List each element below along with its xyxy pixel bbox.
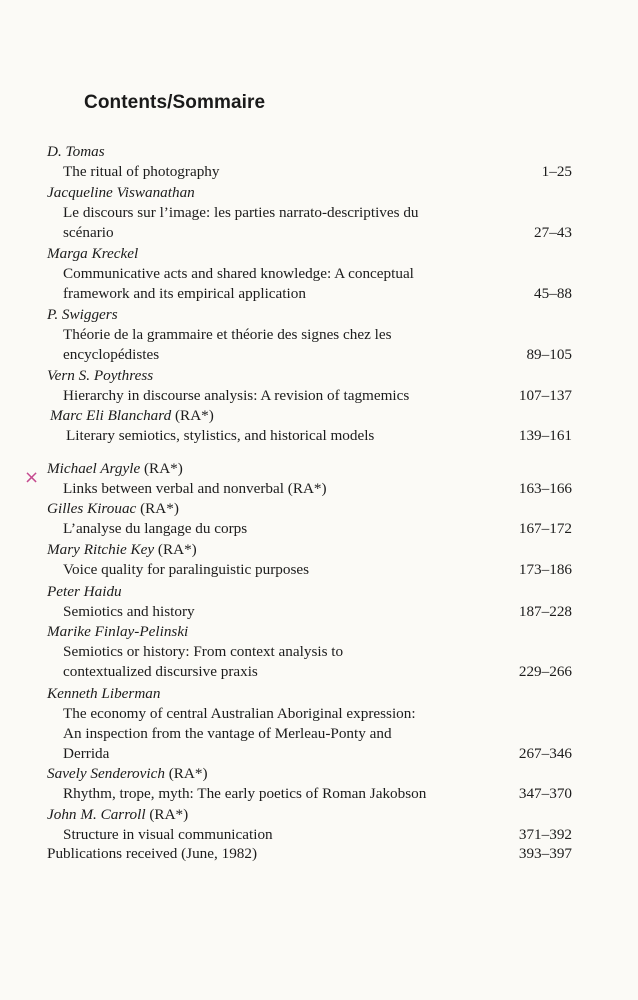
- entry-title-line: framework and its empirical application: [63, 285, 306, 302]
- author-name: Marc Eli Blanchard: [50, 407, 172, 424]
- author-name: Gilles Kirouac: [47, 500, 137, 517]
- entry-title-line: Hierarchy in discourse analysis: A revision of tagmemics: [63, 387, 410, 404]
- toc-author-line: [47, 499, 179, 519]
- page-range: 45–88: [534, 285, 572, 302]
- toc-author-line: [47, 305, 118, 325]
- review-article-marker: (RA*): [145, 806, 189, 823]
- page-range: 229–266: [518, 663, 572, 680]
- page-range: 393–397: [518, 845, 572, 862]
- toc-author-line: [47, 142, 105, 162]
- toc-author-line: [47, 805, 188, 825]
- author-name: Marga Kreckel: [47, 245, 139, 262]
- entry-title-line: L’analyse du langage du corps: [63, 520, 248, 537]
- entry-title-line: Le discours sur l’image: les parties narrato-descriptives du: [63, 204, 419, 221]
- page-range: 107–137: [518, 387, 572, 404]
- toc-author-line: [47, 366, 153, 386]
- author-name: Vern S. Poythress: [47, 367, 154, 384]
- author-name: Mary Ritchie Key: [47, 541, 155, 558]
- margin-mark: ×: [24, 467, 40, 488]
- page-range: 347–370: [518, 785, 572, 802]
- page-range: 163–166: [518, 480, 572, 497]
- toc-author-line: [47, 244, 138, 264]
- author-name: Michael Argyle: [47, 460, 141, 477]
- entry-title-line: Derrida: [63, 745, 110, 762]
- page-range: 89–105: [526, 346, 572, 363]
- page-title: Contents/Sommaire: [84, 92, 266, 113]
- author-name: Jacqueline Viswanathan: [47, 184, 195, 201]
- author-name: Kenneth Liberman: [47, 685, 161, 702]
- review-article-marker: (RA*): [154, 541, 197, 558]
- author-name: Savely Senderovich: [47, 765, 165, 782]
- page-range: 371–392: [518, 826, 572, 843]
- entry-title-line: Voice quality for paralinguistic purposes: [63, 561, 310, 578]
- toc-author-line: [47, 183, 195, 203]
- toc-author-line: [50, 406, 214, 426]
- page-range: 27–43: [534, 224, 572, 241]
- author-name: P. Swiggers: [47, 306, 118, 323]
- author-name: Marike Finlay-Pelinski: [47, 623, 189, 640]
- review-article-marker: (RA*): [171, 407, 214, 424]
- entry-title-line: Semiotics or history: From context analysis to: [63, 643, 344, 660]
- entry-title-line: Structure in visual communication: [63, 826, 273, 843]
- author-name: John M. Carroll: [47, 806, 146, 823]
- page-range: 139–161: [518, 427, 572, 444]
- review-article-marker: (RA*): [164, 765, 208, 782]
- entry-title-line: Communicative acts and shared knowledge: A conceptual: [63, 265, 414, 282]
- toc-author-line: [47, 622, 188, 642]
- entry-title-line: scénario: [63, 224, 114, 241]
- entry-title-line: encyclopédistes: [63, 346, 160, 363]
- entry-title-line: The ritual of photography: [63, 163, 220, 180]
- entry-title-line: contextualized discursive praxis: [63, 663, 258, 680]
- page-range: 167–172: [518, 520, 572, 537]
- entry-title-line: Semiotics and history: [63, 603, 195, 620]
- toc-author-line: [47, 540, 197, 560]
- toc-author-line: [47, 582, 122, 602]
- page-range: 173–186: [518, 561, 572, 578]
- page-range: 187–228: [518, 603, 572, 620]
- entry-title-line: Rhythm, trope, myth: The early poetics of Roman Jakobson: [63, 785, 427, 802]
- toc-author-line: [47, 684, 160, 704]
- entry-title-line: Théorie de la grammaire et théorie des signes chez les: [63, 326, 392, 343]
- toc-author-line: [47, 459, 183, 479]
- author-name: D. Tomas: [47, 143, 105, 160]
- page-range: 1–25: [541, 163, 572, 180]
- entry-title-line: Publications received (June, 1982): [47, 845, 258, 862]
- review-article-marker: (RA*): [140, 460, 183, 477]
- entry-title-line: The economy of central Australian Aboriginal expression:: [63, 705, 416, 722]
- toc-author-line: [47, 764, 208, 784]
- review-article-marker: (RA*): [136, 500, 179, 517]
- page-range: 267–346: [518, 745, 572, 762]
- author-name: Peter Haidu: [47, 583, 122, 600]
- entry-title-line: Literary semiotics, stylistics, and historical models: [66, 427, 375, 444]
- entry-title-line: Links between verbal and nonverbal (RA*): [63, 480, 327, 497]
- entry-title-line: An inspection from the vantage of Merleau-Ponty and: [63, 725, 392, 742]
